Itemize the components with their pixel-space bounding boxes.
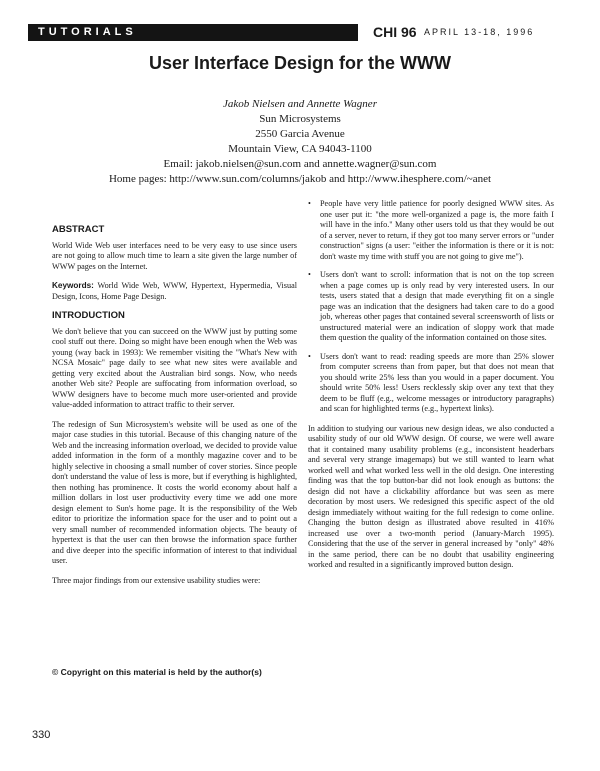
conference-dates: APRIL 13-18, 1996 [424, 27, 535, 37]
introduction-heading: INTRODUCTION [52, 310, 125, 321]
left-column [52, 225, 297, 595]
bullet-icon: • [308, 270, 311, 279]
page-number: 330 [32, 729, 51, 741]
author-names: Jakob Nielsen and Annette Wagner [223, 98, 377, 110]
closing-paragraph: In addition to studying our various new design ideas, we also conducted a usability study of our old WWW design. Of course, we were well aware that it contained many usability problems (e.g., inconsistent headerbars and several very strange imagemaps) but we still wanted to learn what worked well and what worked less well in the old design. One interesting finding was that the top button-bar did not look enough as buttons: the design did not have a clickability affordance but was seen as mere decoration by most users. We redesigned this specific aspect of the old design immediately without waiting for the full redesign to come online. Changing the button design as illustrated above resulted in 416% increased use over a two-month period (January-March 1995). Considering that the use of the server in general increased by "only" 48% in the same period, there can be no doubt that usability engineering worked and resulted in a significantly improved button design. [308, 423, 554, 569]
page-header [28, 24, 574, 41]
right-column [308, 199, 554, 580]
author-city: Mountain View, CA 94043-1100 [228, 143, 372, 155]
author-street: 2550 Garcia Avenue [255, 128, 345, 140]
conference-name: CHI 96 [373, 24, 417, 40]
author-organization: Sun Microsystems [259, 113, 341, 125]
bullet-icon: • [308, 351, 311, 361]
abstract-text: World Wide Web user interfaces need to be very easy to use since users are not going to allow much time to learn a site given the large number of WWW pages on the Internet. [52, 240, 297, 271]
list-item: • People have very little patience for poorly designed WWW sites. As one user put it: "the more well-organized a page is, the more faith I will have in the info." Many other users told us that they would be out of a server, never to return, if they got too many server errors or "under construction" signs (a user: "either the information is there or it is not: don't waste my time with stuff you are not going to give me"). [308, 199, 554, 261]
list-item: • Users don't want to read: reading speeds are more than 25% slower from computer screens than from paper, but that does not mean that you should write 25% less than you would in a paper document. You should write 50% less! Users recklessly skip over any text that they deem to be fluff (e.g., welcome messages or introductory paragraphs) and scan for highlighted terms (e.g., hypertext links). [308, 351, 554, 413]
keywords [52, 281, 297, 302]
introduction-paragraph-1: We don't believe that you can succeed on the WWW just by putting some cool stuff out there. Doing so might have been enough when the Web was young (way back in 1993): We remember visiting the "What's New with NCSA Mosaic" page daily to see what new sites were available and getting very excited about the Australian bird songs. Now, who needs another Web site? People are suffocating from information overload, so WWW designers have to become much more user-oriented and provide value-added information to attract traffic to their server. [52, 326, 297, 409]
bullet-icon: • [308, 199, 311, 208]
keywords-text: World Wide Web, WWW, Hypertext, Hypermedia, Visual Design, Icons, Home Page Design. [52, 281, 297, 301]
findings-list [308, 199, 554, 415]
copyright-notice: © Copyright on this material is held by the author(s) [52, 667, 262, 677]
introduction-paragraph-2: The redesign of Sun Microsystem's website will be used as one of the major case studies in this tutorial. Because of this changing nature of the Web and the increasing information overload, we decided to provide value added information in the form of a monthly magazine cover and to be highly selective in choosing a small number of cover stories. Since people don't understand the value of less is more, but if everything is highlighted, then nothing has prominence. It costs the world economy about half a million dollars in lost user productivity every time we add one more design element to Sun's home page. It is the responsibility of the Web editor to prioritize the information space for the user and to point out a very small number of recommended information objects. The beauty of hypertext is that the user can then browse the information space further and dive deeper into the specific information of interest to that individual user. [52, 419, 297, 565]
author-email: Email: jakob.nielsen@sun.com and annette.wagner@sun.com [163, 158, 437, 170]
abstract-heading: ABSTRACT [52, 224, 105, 235]
section-label: TUTORIALS [38, 26, 137, 38]
introduction-paragraph-3: Three major findings from our extensive usability studies were: [52, 575, 261, 585]
section-banner [28, 24, 358, 41]
keywords-label: Keywords: [52, 281, 94, 290]
list-item: • Users don't want to scroll: information that is not on the top screen when a page comes up is only read by very interested users. In our tests, users stated that a design that made everything fit on a single page was an indication that the designers had taken care to do a good job, whereas other pages that contained several screensworth of lists or unstructured material were an indication of sloppy work that made them question the quality of the information contained on those sites. [308, 270, 554, 342]
author-block [0, 97, 600, 187]
author-homepages: Home pages: http://www.sun.com/columns/jakob and http://www.ihesphere.com/~anet [108, 173, 492, 185]
paper-title: User Interface Design for the WWW [148, 53, 452, 73]
